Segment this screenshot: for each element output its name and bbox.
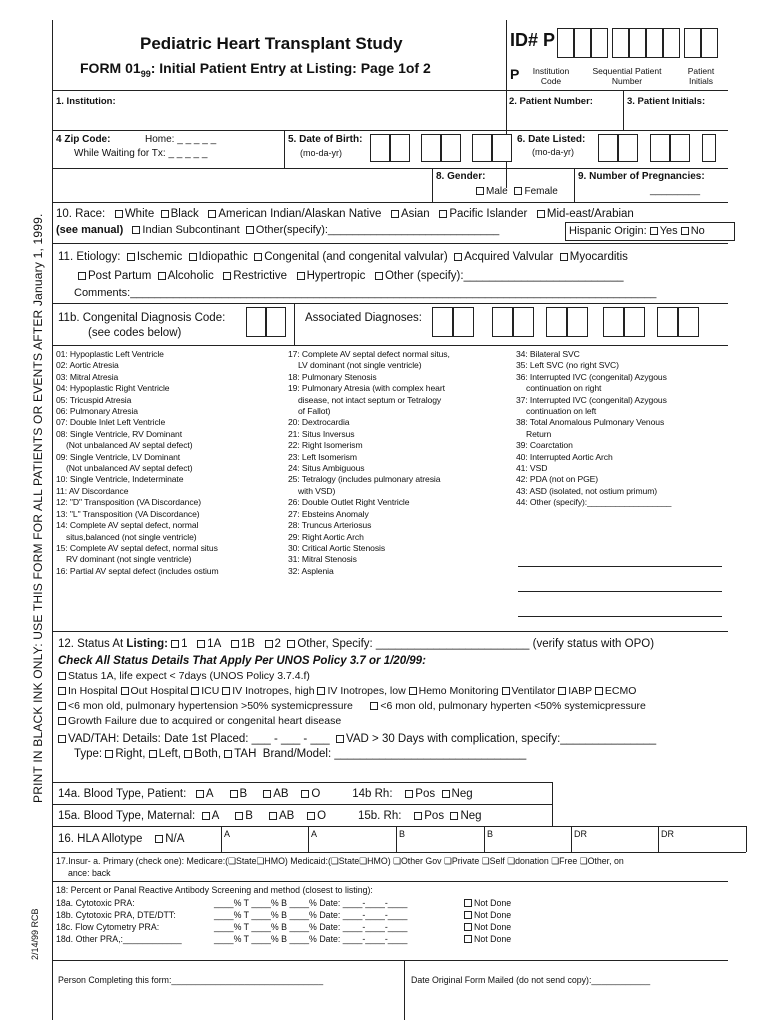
- maternal-pos-checkbox[interactable]: [414, 812, 422, 820]
- listed-box-3[interactable]: [650, 134, 670, 162]
- dob-box-2[interactable]: [390, 134, 410, 162]
- code-entry: 04: Hypoplastic Right Ventricle: [56, 383, 170, 394]
- patient-initials-label: Patient Initials: [687, 66, 715, 86]
- code-entry: 06: Pulmonary Atresia: [56, 406, 138, 417]
- associated-diagnoses-label: Associated Diagnoses:: [305, 312, 422, 324]
- congenital-code-label: 11b. Congenital Diagnosis Code:: [58, 312, 226, 324]
- id-label: ID# P: [510, 30, 556, 50]
- code-entry: 39: Coarctation: [516, 440, 573, 451]
- assoc-box-7[interactable]: [603, 307, 624, 337]
- id-box-6[interactable]: [646, 28, 663, 58]
- assoc-box-8[interactable]: [624, 307, 645, 337]
- code-entry: 27: Ebsteins Anomaly: [288, 508, 369, 519]
- code-entry: 02: Aortic Atresia: [56, 360, 119, 371]
- vad-row: VAD/TAH: Details: Date 1st Placed: ___ - ___ - ___ VAD > 30 Days with complication, specify:_______________: [58, 733, 656, 745]
- not-done-checkbox[interactable]: [464, 911, 472, 919]
- patient-neg-checkbox[interactable]: [442, 790, 450, 798]
- codes-column-3: [516, 349, 728, 509]
- listed-box-1[interactable]: [598, 134, 618, 162]
- id-box-1[interactable]: [557, 28, 574, 58]
- date-listed-format: (mo-da-yr): [532, 147, 574, 157]
- male-checkbox[interactable]: [476, 187, 484, 195]
- congenital-code-box-1[interactable]: [246, 307, 266, 337]
- code-entry: 38: Total Anomalous Pulmonary Venous: [516, 417, 665, 428]
- status-1b-checkbox[interactable]: [231, 640, 239, 648]
- side-revision-date: 2/14/99 RCB: [30, 908, 40, 960]
- race-white-checkbox[interactable]: [115, 210, 123, 218]
- race-row-1: 10. Race: White Black American Indian/Alaskan Native Asian Pacific Islander Mid-east/Arabian: [56, 208, 634, 220]
- pra-row-values[interactable]: ____% T ____% B ____% Date: ____-____-____: [214, 910, 408, 920]
- code-entry: 10: Single Ventricle, Indeterminate: [56, 474, 184, 485]
- pra-row-values[interactable]: ____% T ____% B ____% Date: ____-____-____: [214, 922, 408, 932]
- dob-box-4[interactable]: [441, 134, 461, 162]
- insurance-line-2: ance: back: [68, 868, 111, 878]
- vad-tah-checkbox[interactable]: [58, 735, 66, 743]
- etiology-hypertropic-checkbox[interactable]: [297, 272, 305, 280]
- code-entry: of Fallot): [298, 406, 331, 417]
- blood-type-maternal-row: 15a. Blood Type, Maternal: A B AB O 15b. Rh: Pos Neg: [58, 810, 482, 822]
- maternal-neg-checkbox[interactable]: [450, 812, 458, 820]
- code-entry: 34: Bilateral SVC: [516, 349, 580, 359]
- status-details-row-b: <6 mon old, pulmonary hypertension >50% systemicpressure <6 mon old, pulmonary hyperten <50% systemicpressure: [58, 700, 646, 712]
- assoc-box-9[interactable]: [657, 307, 678, 337]
- race-row-2: (see manual) Indian Subcontinant Other(specify):____________________________: [56, 224, 500, 236]
- patient-o-checkbox[interactable]: [301, 790, 309, 798]
- id-box-9[interactable]: [701, 28, 718, 58]
- hispanic-origin: Hispanic Origin: Yes No: [569, 225, 705, 237]
- sequential-number-label: Sequential Patient Number: [592, 66, 662, 86]
- code-entry: continuation on right: [526, 383, 602, 394]
- hla-b2[interactable]: B: [487, 829, 494, 839]
- etiology-other-checkbox[interactable]: [375, 272, 383, 280]
- code-entry: 37: Interrupted IVC (congenital) Azygous: [516, 394, 667, 405]
- status-1a-detail-checkbox[interactable]: [58, 672, 66, 680]
- iabp-checkbox[interactable]: [558, 687, 566, 695]
- dob-box-6[interactable]: [492, 134, 512, 162]
- code-entry: 12: "D" Transposition (VA Discordance): [56, 497, 201, 508]
- code-entry: 31: Mitral Stenosis: [288, 554, 357, 565]
- code-entry: 18: Pulmonary Stenosis: [288, 371, 377, 382]
- etiology-row-1: 11. Etiology: Ischemic Idiopathic Congenital (and congenital valvular) Acquired Valvular Myocarditis: [58, 251, 628, 263]
- hemo-monitoring-checkbox[interactable]: [409, 687, 417, 695]
- code-entry: LV dominant (not single ventricle): [298, 360, 422, 371]
- id-box-3[interactable]: [591, 28, 608, 58]
- pra-row-label: 18b. Cytotoxic PRA, DTE/DTT:: [56, 910, 176, 920]
- status-1-checkbox[interactable]: [171, 640, 179, 648]
- type-both-checkbox[interactable]: [184, 750, 192, 758]
- pra-not-done[interactable]: Not Done: [464, 909, 511, 921]
- gender-label: 8. Gender:: [436, 171, 486, 182]
- code-entry: 22: Right Isomerism: [288, 440, 363, 451]
- code-entry: 24: Situs Ambiguous: [288, 463, 365, 474]
- form-subtitle: FORM $01_{99}$: Initial Patient Entry at Listing: Page 1of 2: [80, 60, 431, 79]
- maternal-b-checkbox[interactable]: [235, 812, 243, 820]
- hla-na-checkbox[interactable]: [155, 835, 163, 843]
- vad-30-checkbox[interactable]: [336, 735, 344, 743]
- maternal-ab-checkbox[interactable]: [269, 812, 277, 820]
- assoc-box-1[interactable]: [432, 307, 453, 337]
- code-entry: 14: Complete AV septal defect, normal: [56, 520, 199, 531]
- type-left-checkbox[interactable]: [149, 750, 157, 758]
- status-other-checkbox[interactable]: [287, 640, 295, 648]
- etiology-myocarditis-checkbox[interactable]: [560, 253, 568, 261]
- code-entry: 28: Truncus Arteriosus: [288, 520, 372, 531]
- not-done-checkbox[interactable]: [464, 923, 472, 931]
- icu-checkbox[interactable]: [191, 687, 199, 695]
- iv-high-checkbox[interactable]: [222, 687, 230, 695]
- code-entry: 35: Left SVC (no right SVC): [516, 360, 619, 371]
- hla-a1[interactable]: A: [224, 829, 231, 839]
- code-entry: continuation on left: [526, 406, 597, 417]
- vad-type-row: Type: Right, Left, Both, TAH Brand/Model: ______________________________: [74, 748, 527, 760]
- assoc-box-2[interactable]: [453, 307, 474, 337]
- code-entry: 26: Double Outlet Right Ventricle: [288, 497, 410, 508]
- date-listed-label: 6. Date Listed:: [517, 134, 586, 145]
- hla-b1[interactable]: B: [399, 829, 406, 839]
- gender-options[interactable]: Male Female: [476, 186, 558, 197]
- etiology-comments[interactable]: Comments:______________________________________________________________________________________: [74, 287, 657, 299]
- code-entry: Return: [526, 428, 552, 439]
- left-border: [52, 20, 53, 1020]
- code-entry: 32: Asplenia: [288, 565, 334, 576]
- insurance-line-1[interactable]: 17.Insur- a. Primary (check one): Medicare:(❏State❏HMO) Medicaid:(❏State❏HMO) ❏Other Gov ❏Private ❏Self ❏donation ❏Free ❏Other, on: [56, 856, 624, 866]
- patient-pos-checkbox[interactable]: [405, 790, 413, 798]
- blood-type-patient-row: 14a. Blood Type, Patient: A B AB O 14b Rh: Pos Neg: [58, 788, 473, 800]
- assoc-box-6[interactable]: [567, 307, 588, 337]
- zip-waiting[interactable]: While Waiting for Tx: _ _ _ _ _: [74, 148, 208, 159]
- institution-label: 1. Institution:: [56, 96, 116, 107]
- hispanic-yes-checkbox[interactable]: [650, 227, 658, 235]
- maternal-a-checkbox[interactable]: [202, 812, 210, 820]
- id-box-4[interactable]: [612, 28, 629, 58]
- assoc-box-10[interactable]: [678, 307, 699, 337]
- code-entry: (Not unbalanced AV septal defect): [66, 463, 193, 474]
- dob-box-5[interactable]: [472, 134, 492, 162]
- code-entry: 25: Tetralogy (includes pulmonary atresia: [288, 474, 441, 485]
- patient-b-checkbox[interactable]: [230, 790, 238, 798]
- pulm-low-checkbox[interactable]: [370, 702, 378, 710]
- dob-format: (mo-da-yr): [300, 148, 342, 158]
- form-title: Pediatric Heart Transplant Study: [140, 34, 403, 53]
- code-entry: 05: Tricuspid Atresia: [56, 394, 132, 405]
- pra-row-values[interactable]: ____% T ____% B ____% Date: ____-____-____: [214, 934, 408, 944]
- code-entry: 11: AV Discordance: [56, 485, 129, 496]
- status-1a-checkbox[interactable]: [197, 640, 205, 648]
- maternal-o-checkbox[interactable]: [307, 812, 315, 820]
- code-entry: disease, not intact septum or Tetralogy: [298, 394, 442, 405]
- id-box-8[interactable]: [684, 28, 701, 58]
- assoc-box-4[interactable]: [513, 307, 534, 337]
- etiology-row-2: Post Partum Alcoholic Restrictive Hypertropic Other (specify):_________________________: [78, 270, 623, 282]
- congenital-code-sub: (see codes below): [88, 327, 182, 339]
- code-entry: 17: Complete AV septal defect normal situs,: [288, 349, 450, 359]
- patient-number-label: 2. Patient Number:: [509, 96, 593, 107]
- code-entry: 42: PDA (not on PGE): [516, 474, 599, 485]
- patient-ab-checkbox[interactable]: [263, 790, 271, 798]
- ecmo-checkbox[interactable]: [595, 687, 603, 695]
- code-entry: 03: Mitral Atresia: [56, 371, 119, 382]
- pra-heading: 18: Percent or Panal Reactive Antibody Screening and method (closest to listing):: [56, 885, 373, 895]
- zip-label: 4 Zip Code:: [56, 134, 111, 145]
- id-box-2[interactable]: [574, 28, 591, 58]
- etiology-acquired-checkbox[interactable]: [454, 253, 462, 261]
- female-checkbox[interactable]: [514, 187, 522, 195]
- code-entry: 23: Left Isomerism: [288, 451, 357, 462]
- race-pacific-checkbox[interactable]: [439, 210, 447, 218]
- pra-row-label: 18d. Other PRA,:____________: [56, 934, 182, 944]
- listed-box-2[interactable]: [618, 134, 638, 162]
- congenital-code-box-2[interactable]: [266, 307, 286, 337]
- growth-failure-checkbox[interactable]: [58, 717, 66, 725]
- type-tah-checkbox[interactable]: [224, 750, 232, 758]
- code-entry: RV dominant (not single ventricle): [66, 554, 192, 565]
- race-native-checkbox[interactable]: [208, 210, 216, 218]
- hla-label: 16. HLA Allotype N/A: [58, 833, 185, 845]
- dob-box-1[interactable]: [370, 134, 390, 162]
- code-entry: 08: Single Ventricle, RV Dominant: [56, 428, 182, 439]
- hla-dr2[interactable]: DR: [661, 829, 674, 839]
- status-details-row-a: In Hospital Out Hospital ICU IV Inotropes, high IV Inotropes, low Hemo Monitoring Ventilator IABP ECMO: [58, 685, 636, 697]
- iv-low-checkbox[interactable]: [317, 687, 325, 695]
- pregnancies-input[interactable]: _________: [650, 185, 701, 196]
- listed-box-4[interactable]: [670, 134, 690, 162]
- pra-not-done[interactable]: Not Done: [464, 921, 511, 933]
- not-done-checkbox[interactable]: [464, 935, 472, 943]
- pra-not-done[interactable]: Not Done: [464, 933, 511, 945]
- zip-home[interactable]: Home: _ _ _ _ _: [145, 134, 217, 145]
- code-entry: 40: Interrupted Aortic Arch: [516, 451, 613, 462]
- code-entry: 16: Partial AV septal defect (includes ostium: [56, 565, 219, 576]
- etiology-restrictive-checkbox[interactable]: [223, 272, 231, 280]
- pra-row-label: 18a. Cytotoxic PRA:: [56, 898, 135, 908]
- status-2-checkbox[interactable]: [265, 640, 273, 648]
- code-entry: 19: Pulmonary Atresia (with complex heart: [288, 383, 445, 394]
- codes-column-1: [56, 349, 288, 577]
- status-1a-detail: Status 1A, life expect < 7days (UNOS Policy 3.7.4.f): [58, 670, 310, 682]
- etiology-congenital-checkbox[interactable]: [254, 253, 262, 261]
- race-mideast-checkbox[interactable]: [537, 210, 545, 218]
- etiology-idiopathic-checkbox[interactable]: [189, 253, 197, 261]
- hla-dr1[interactable]: DR: [574, 829, 587, 839]
- person-completing[interactable]: Person Completing this form:_______________________________: [58, 975, 324, 985]
- code-entry: situs,balanced (not single ventricle): [66, 531, 197, 542]
- pregnancies-label: 9. Number of Pregnancies:: [578, 171, 705, 182]
- institution-code-label: Institution Code: [532, 66, 570, 86]
- race-black-checkbox[interactable]: [161, 210, 169, 218]
- hispanic-no-checkbox[interactable]: [681, 227, 689, 235]
- dob-label: 5. Date of Birth:: [288, 134, 363, 145]
- etiology-alcoholic-checkbox[interactable]: [158, 272, 166, 280]
- code-entry: 13: "L" Transposition (VA Discordance): [56, 508, 200, 519]
- code-entry: 29: Right Aortic Arch: [288, 531, 364, 542]
- etiology-postpartum-checkbox[interactable]: [78, 272, 86, 280]
- codes-column-2: [288, 349, 516, 577]
- race-indian-checkbox[interactable]: [132, 226, 140, 234]
- not-done-checkbox[interactable]: [464, 899, 472, 907]
- assoc-box-3[interactable]: [492, 307, 513, 337]
- id-box-5[interactable]: [629, 28, 646, 58]
- in-hospital-checkbox[interactable]: [58, 687, 66, 695]
- code-entry: (Not unbalanced AV septal defect): [66, 440, 193, 451]
- code-entry: 21: Situs Inversus: [288, 428, 355, 439]
- race-asian-checkbox[interactable]: [391, 210, 399, 218]
- pra-row-values[interactable]: ____% T ____% B ____% Date: ____-____-____: [214, 898, 408, 908]
- ventilator-checkbox[interactable]: [502, 687, 510, 695]
- race-other-checkbox[interactable]: [246, 226, 254, 234]
- code-entry: 09: Single Ventricle, LV Dominant: [56, 451, 181, 462]
- code-entry: with VSD): [298, 485, 336, 496]
- pulm-high-checkbox[interactable]: [58, 702, 66, 710]
- code-entry: 43: ASD (isolated, not ostium primum): [516, 485, 658, 496]
- hla-a2[interactable]: A: [311, 829, 318, 839]
- date-mailed[interactable]: Date Original Form Mailed (do not send copy):____________: [411, 975, 651, 985]
- check-all-heading: Check All Status Details That Apply Per UNOS Policy 3.7 or 1/20/99:: [58, 655, 426, 667]
- pra-not-done[interactable]: Not Done: [464, 897, 511, 909]
- code-entry: 36: Interrupted IVC (congenital) Azygous: [516, 371, 667, 382]
- code-entry: 15: Complete AV septal defect, normal situs: [56, 542, 218, 553]
- side-instruction: PRINT IN BLACK INK ONLY: USE THIS FORM FOR ALL PATIENTS OR EVENTS AFTER January 1, 1999.: [31, 213, 45, 803]
- dob-box-3[interactable]: [421, 134, 441, 162]
- code-entry: 30: Critical Aortic Stenosis: [288, 542, 386, 553]
- id-box-7[interactable]: [663, 28, 680, 58]
- p-letter: P: [510, 66, 520, 82]
- listed-box-5[interactable]: [702, 134, 716, 162]
- growth-failure: Growth Failure due to acquired or congenital heart disease: [58, 715, 341, 727]
- patient-initials-field-label: 3. Patient Initials:: [627, 96, 706, 107]
- type-right-checkbox[interactable]: [105, 750, 113, 758]
- code-entry: 01: Hypoplastic Left Ventricle: [56, 349, 164, 359]
- status-row: 12. Status At Listing: 1 1A 1B 2 Other, Specify: ________________________ (verify status with OPO): [58, 638, 655, 650]
- pra-row-label: 18c. Flow Cytometry PRA:: [56, 922, 160, 932]
- code-entry: 20: Dextrocardia: [288, 417, 350, 428]
- code-entry: 07: Double Inlet Left Ventricle: [56, 417, 166, 428]
- out-hospital-checkbox[interactable]: [121, 687, 129, 695]
- code-entry: 44: Other (specify):__________________: [516, 497, 672, 508]
- code-entry: 41: VSD: [516, 463, 548, 474]
- patient-a-checkbox[interactable]: [196, 790, 204, 798]
- assoc-box-5[interactable]: [546, 307, 567, 337]
- etiology-ischemic-checkbox[interactable]: [127, 253, 135, 261]
